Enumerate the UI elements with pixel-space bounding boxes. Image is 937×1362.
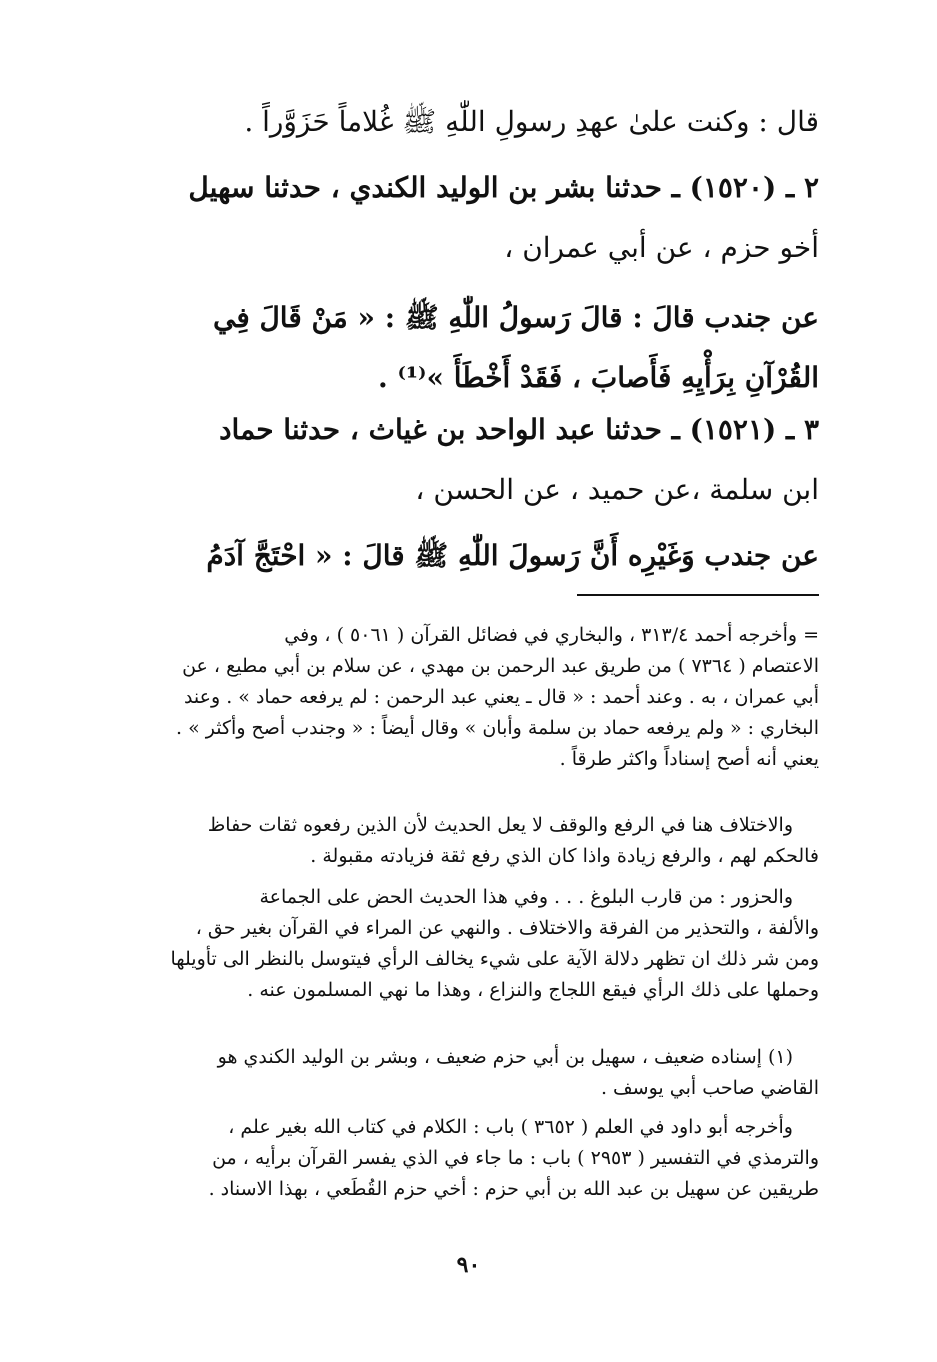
footnote-line: وحملها على ذلك الرأي فيقع اللجاج والنزاع ، وهذا ما نهي المسلمون عنه .: [247, 979, 819, 1001]
footnote-line: القاضي صاحب أبي يوسف .: [600, 1077, 819, 1099]
footnote-paragraph: [119, 810, 819, 872]
footnote-1: [119, 1042, 819, 1104]
text-line: قال : وكنت علىٰ عهدِ رسولِ اللّٰهِ ﷺ غُلاماً حَزَوَّراً .: [244, 105, 819, 138]
hadith-1521-isnad: [119, 400, 819, 520]
hadith-continuation: [119, 92, 819, 152]
text-line: ابن سلمة ،عن حميد ، عن الحسن ،: [415, 473, 819, 506]
footnote-line: والترمذي في التفسير ( ٢٩٥٣ ) باب : ما جاء في الذي يفسر القرآن برأيه ، من: [212, 1147, 819, 1169]
footnote-separator: [577, 594, 819, 596]
footnote-line: والألفة ، والتحذير من الفرقة والاختلاف . والنهي عن المراء في القرآن بغير حق ،: [195, 917, 819, 939]
footnote-continuation: [119, 620, 819, 775]
footnote-line: أبي عمران ، به . وعند أحمد : « قال ـ يعني عبد الرحمن : لم يرفعه حماد » . وعند: [183, 686, 819, 708]
footnote-line: ومن شر ذلك ان تظهر دلالة الآية على شيء يخالف الرأي فيتوسل بالنظر الى تأويلها: [170, 948, 819, 970]
footnote-line: يعني أنه أصح إسناداً واكثر طرقاً .: [559, 748, 819, 770]
hadith-1520-isnad: [119, 158, 819, 278]
text-line: ٣ ـ (١٥٢١) ـ حدثنا عبد الواحد بن غياث ، حدثنا حماد: [219, 413, 819, 446]
footnote-line: طريقين عن سهيل بن عبد الله بن أبي حزم : أخي حزم القُطَعي ، بهذا الاسناد .: [208, 1178, 819, 1200]
footnote-line: البخاري : « ولم يرفعه حماد بن سلمة وأبان » وقال أيضاً : « وجندب أصح وأكثر » .: [176, 717, 819, 739]
footnote-line: (١) إسناده ضعيف ، سهيل بن أبي حزم ضعيف ، وبشر بن الوليد الكندي هو: [217, 1046, 793, 1068]
text-line: عن جندب وَغَيْرِه أَنَّ رَسولَ اللّٰهِ ﷺ قالَ : « احْتَجَّ آدَمُ: [206, 539, 819, 572]
footnote-line: = وأخرجه أحمد ٣١٣/٤ ، والبخاري في فضائل القرآن ( ٥٠٦١ ) ، وفي: [284, 624, 819, 646]
footnote-line: والحزور : من قارب البلوغ . . . وفي هذا الحديث الحض على الجماعة: [259, 886, 793, 908]
footnote-line: والاختلاف هنا في الرفع والوقف لا يعل الحديث لأن الذين رفعوه ثقات حفاظ: [207, 814, 793, 836]
footnote-line: فالحكم لهم ، والرفع زيادة واذا كان الذي رفع ثقة فزيادته مقبولة .: [310, 845, 819, 867]
footnote-1-sources: [119, 1112, 819, 1205]
text-line: ٢ ـ (١٥٢٠) ـ حدثنا بشر بن الوليد الكندي ، حدثنا سهيل: [188, 171, 819, 204]
footnote-paragraph: [119, 882, 819, 1006]
text-line: أخو حزم ، عن أبي عمران ،: [504, 231, 819, 264]
text-line: القُرْآنِ بِرَأْيِهِ فَأَصابَ ، فَقَدْ أَخْطَأَ »⁽¹⁾ .: [378, 361, 819, 394]
text-line: عن جندب قالَ : قالَ رَسولُ اللّٰهِ ﷺ : « مَنْ قَالَ فِي: [212, 301, 819, 334]
page-number: ٩٠: [456, 1252, 481, 1278]
footnote-line: وأخرجه أبو داود في العلم ( ٣٦٥٢ ) باب : الكلام في كتاب الله بغير علم ،: [228, 1116, 793, 1138]
hadith-1521-matn: [119, 526, 819, 586]
hadith-1520-matn: [119, 288, 819, 408]
footnote-line: الاعتصام ( ٧٣٦٤ ) من طريق عبد الرحمن بن مهدي ، عن سلام بن أبي مطيع ، عن: [182, 655, 819, 677]
